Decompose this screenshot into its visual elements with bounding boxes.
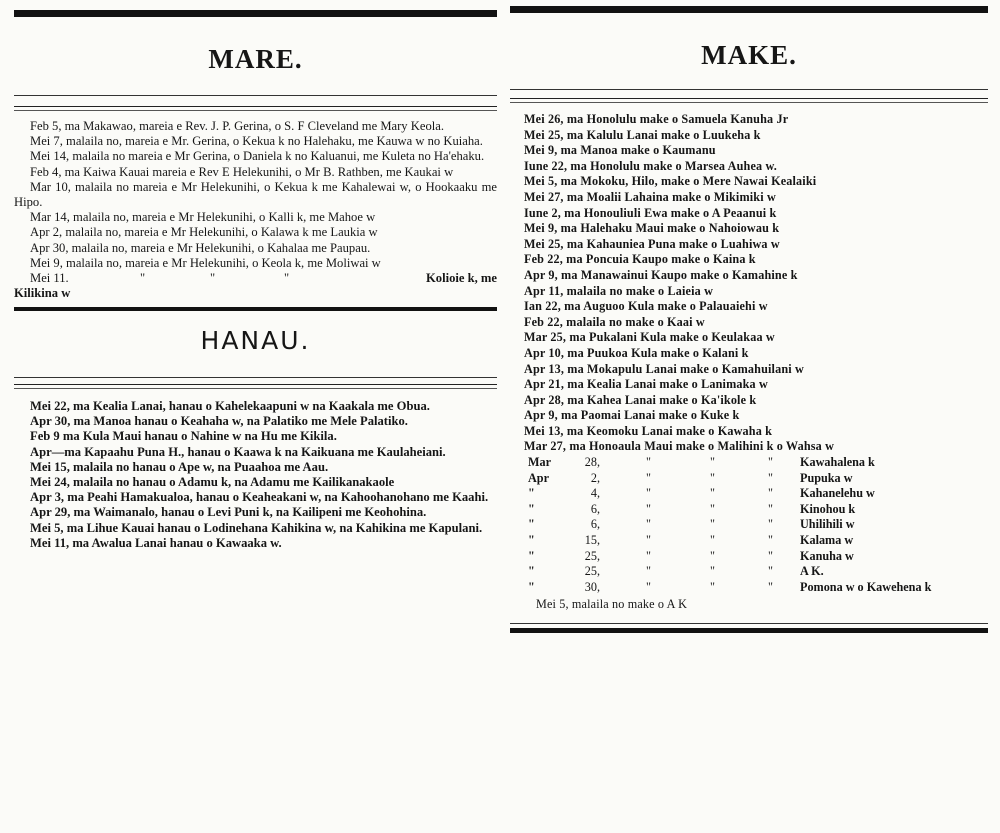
ditto-row [518, 486, 988, 502]
divider [14, 95, 497, 96]
ditto-row [518, 455, 988, 471]
hanau-entry: Mei 24, malaila no hanau o Adamu k, na Adamu me Kailikanakaole [30, 475, 395, 490]
make-entry: Apr 13, ma Mokapulu Lanai make o Kamahuilani w [524, 361, 804, 376]
make-entry: Mei 5, ma Mokoku, Hilo, make o Mere Nawai Kealaiki [524, 174, 817, 189]
mare-entry: Feb 4, ma Kaiwa Kauai mareia e Rev E Helekunihi, o Mr B. Rathben, me Kaukai w [30, 164, 454, 179]
ditto-name: Kawahalena k [800, 455, 875, 470]
ditto-mark: " [646, 579, 651, 594]
make-entry: Mei 9, ma Manoa make o Kaumanu [524, 143, 716, 158]
hanau-entry: Feb 9 ma Kula Maui hanau o Nahine w na Hu me Kikila. [30, 429, 337, 444]
make-entry: Apr 9, ma Manawainui Kaupo make o Kamahine k [524, 267, 798, 282]
mare-heading: MARE. [208, 44, 303, 74]
ditto-mark: " [710, 501, 715, 516]
hanau-entry: Mei 15, malaila no hanau o Ape w, na Puaahoa me Aau. [30, 459, 329, 474]
make-entries [510, 112, 988, 455]
make-entry: Iune 2, ma Honouliuli Ewa make o A Peaanui k [524, 205, 777, 220]
ditto-mark: " [710, 517, 715, 532]
ditto-mark: " [140, 271, 146, 286]
ditto-mark: " [768, 579, 773, 594]
ditto-num: 30, [584, 579, 600, 594]
mare-last-date: Mei 11. [30, 271, 69, 286]
ditto-mark: " [768, 470, 773, 485]
mare-entries [14, 119, 497, 271]
ditto-mark: " [646, 564, 651, 579]
make-entry: Feb 22, malaila no make o Kaai w [524, 314, 705, 329]
make-entry: Apr 21, ma Kealia Lanai make o Lanimaka w [524, 377, 768, 392]
ditto-name: Kinohou k [800, 501, 856, 516]
make-entry: Ian 22, ma Auguoo Kula make o Palauaiehi w [524, 299, 768, 314]
make-entry: Mei 26, ma Honolulu make o Samuela Kanuha Jr [524, 112, 789, 126]
ditto-row [518, 533, 988, 549]
mare-entry: Mei 14, malaila no mareia e Mr Gerina, o Daniela k no Kaluanui, me Kuleta no Ha'ehaku. [30, 149, 485, 164]
ditto-row [518, 502, 988, 518]
hanau-entry: Apr—ma Kapaahu Puna H., hanau o Kaawa k na Kaikuana me Kaulaheiani. [30, 444, 446, 459]
ditto-row [518, 564, 988, 580]
ditto-mark: " [210, 271, 216, 286]
make-entry: Mei 27, ma Moalii Lahaina make o Mikimiki w [524, 189, 776, 204]
mare-last-name: Kolioie k, me [425, 271, 497, 286]
ditto-mark: " [768, 501, 773, 516]
make-last [510, 597, 988, 613]
ditto-label: " [528, 548, 535, 563]
hanau-entry: Mei 5, ma Lihue Kauai hanau o Lodinehana Kahikina w, na Kahikina me Kapulani. [30, 520, 483, 535]
ditto-mark: " [646, 548, 651, 563]
ditto-num: 15, [584, 533, 600, 548]
ditto-mark: " [710, 533, 715, 548]
mare-entry-last [14, 271, 497, 301]
ditto-mark: " [646, 470, 651, 485]
divider [510, 89, 988, 90]
mare-last-cont: Kilikina w [14, 286, 71, 301]
hanau-entry: Mei 11, ma Awalua Lanai hanau o Kawaaka w. [30, 535, 282, 550]
ditto-mark: " [768, 455, 773, 470]
ditto-name: Kahanelehu w [800, 486, 875, 501]
ditto-mark: " [710, 564, 715, 579]
ditto-num: 25, [584, 548, 600, 563]
ditto-mark: " [768, 517, 773, 532]
make-entry: Apr 9, ma Paomai Lanai make o Kuke k [524, 408, 740, 423]
ditto-label: " [528, 579, 535, 594]
ditto-label: " [528, 501, 535, 516]
ditto-row [518, 517, 988, 533]
make-entry: Mei 9, ma Halehaku Maui make o Nahoiowau k [524, 221, 780, 236]
ditto-name: Kanuha w [800, 548, 854, 563]
ditto-name: A K. [800, 564, 824, 579]
make-entry: Mei 13, ma Keomoku Lanai make o Kawaha k [524, 423, 773, 438]
ditto-num: 25, [584, 564, 600, 579]
make-heading: MAKE. [701, 40, 797, 70]
make-entry: Feb 22, ma Poncuia Kaupo make o Kaina k [524, 252, 756, 267]
ditto-num: 2, [590, 470, 600, 485]
make-entry: Iune 22, ma Honolulu make o Marsea Auhea w. [524, 158, 777, 173]
ditto-mark: " [768, 548, 773, 563]
ditto-mark: " [284, 271, 290, 286]
top-rule [14, 10, 497, 17]
hanau-entry: Apr 30, ma Manoa hanau o Keahaha w, na Palatiko me Mele Palatiko. [30, 414, 408, 429]
mare-entry: Mar 14, malaila no, mareia e Mr Helekunihi, o Kalli k, me Mahoe w [30, 210, 376, 225]
ditto-label: " [528, 564, 535, 579]
make-entry: Mei 25, ma Kahauniea Puna make o Luahiwa w [524, 236, 780, 251]
ditto-row [518, 471, 988, 487]
make-entry: Apr 10, ma Puukoa Kula make o Kalani k [524, 345, 749, 360]
ditto-num: 6, [590, 517, 600, 532]
ditto-mark: " [710, 486, 715, 501]
ditto-name: Kalama w [800, 533, 854, 548]
mare-entry: Mar 10, malaila no mareia e Mr Helekunihi, o Kekua k me Kahalewai w, o Hookaaku me Hipo. [14, 179, 497, 210]
hanau-entry: Apr 3, ma Peahi Hamakualoa, hanau o Keaheakani w, na Kahoohanohano me Kaahi. [30, 490, 489, 505]
ditto-mark: " [768, 533, 773, 548]
ditto-row [518, 580, 988, 596]
make-entry: Mar 25, ma Pukalani Kula make o Keulakaa w [524, 330, 775, 345]
ditto-mark: " [646, 501, 651, 516]
ditto-mark: " [710, 470, 715, 485]
ditto-label: " [528, 486, 535, 501]
ditto-label: Mar [528, 455, 552, 470]
left-column [14, 0, 497, 551]
ditto-mark: " [710, 455, 715, 470]
hanau-entry: Mei 22, ma Kealia Lanai, hanau o Kahelekaapuni w na Kaakala me Obua. [30, 399, 430, 414]
ditto-num: 28, [584, 455, 600, 470]
ditto-mark: " [710, 579, 715, 594]
ditto-mark: " [710, 548, 715, 563]
section-rule [14, 307, 497, 311]
mare-entry: Mei 9, malaila no, mareia e Mr Helekunihi, o Keola k, me Moliwai w [30, 255, 381, 270]
ditto-num: 6, [590, 501, 600, 516]
ditto-label: " [528, 533, 535, 548]
ditto-mark: " [646, 486, 651, 501]
ditto-mark: " [768, 564, 773, 579]
ditto-name: Pomona w o Kawehena k [800, 579, 932, 594]
ditto-mark: " [646, 455, 651, 470]
divider [14, 377, 497, 378]
mare-entry: Apr 2, malaila no, mareia e Mr Helekunihi, o Kalawa k me Laukia w [30, 225, 378, 240]
top-rule [510, 6, 988, 13]
ditto-name: Pupuka w [800, 470, 853, 485]
divider [510, 623, 988, 624]
mare-entry: Apr 30, malaila no, mareia e Mr Helekunihi, o Kahalaa me Paupau. [30, 240, 371, 255]
make-entry: Mar 27, ma Honoaula Maui make o Malihini k o Wahsa w [524, 439, 835, 454]
right-column [510, 0, 988, 633]
divider [510, 98, 988, 103]
ditto-label: Apr [528, 470, 549, 485]
make-ditto-list [510, 455, 988, 595]
divider [14, 106, 497, 111]
ditto-row [518, 549, 988, 565]
ditto-mark: " [646, 533, 651, 548]
mare-entry: Mei 7, malaila no, mareia e Mr. Gerina, o Kekua k no Halehaku, me Kauwa w no Kuiaha. [30, 134, 483, 149]
hanau-entry: Apr 29, ma Waimanalo, hanau o Levi Puni k, na Kailipeni me Keohohina. [30, 505, 427, 520]
make-entry: Mei 25, ma Kalulu Lanai make o Luukeha k [524, 127, 761, 142]
ditto-mark: " [768, 486, 773, 501]
mare-entry: Feb 5, ma Makawao, mareia e Rev. J. P. Gerina, o S. F Cleveland me Mary Keola. [30, 119, 444, 133]
make-entry: Apr 28, ma Kahea Lanai make o Ka'ikole k [524, 392, 757, 407]
ditto-label: " [528, 517, 535, 532]
ditto-name: Uhilihili w [800, 517, 855, 532]
make-entry: Apr 11, malaila no make o Laieia w [524, 283, 714, 298]
divider [14, 384, 497, 389]
ditto-mark: " [646, 517, 651, 532]
bottom-rule [510, 628, 988, 633]
make-entry-last: Mei 5, malaila no make o A K [536, 597, 688, 612]
hanau-heading: HANAU. [200, 326, 311, 356]
ditto-num: 4, [590, 486, 600, 501]
hanau-entries [14, 399, 497, 551]
